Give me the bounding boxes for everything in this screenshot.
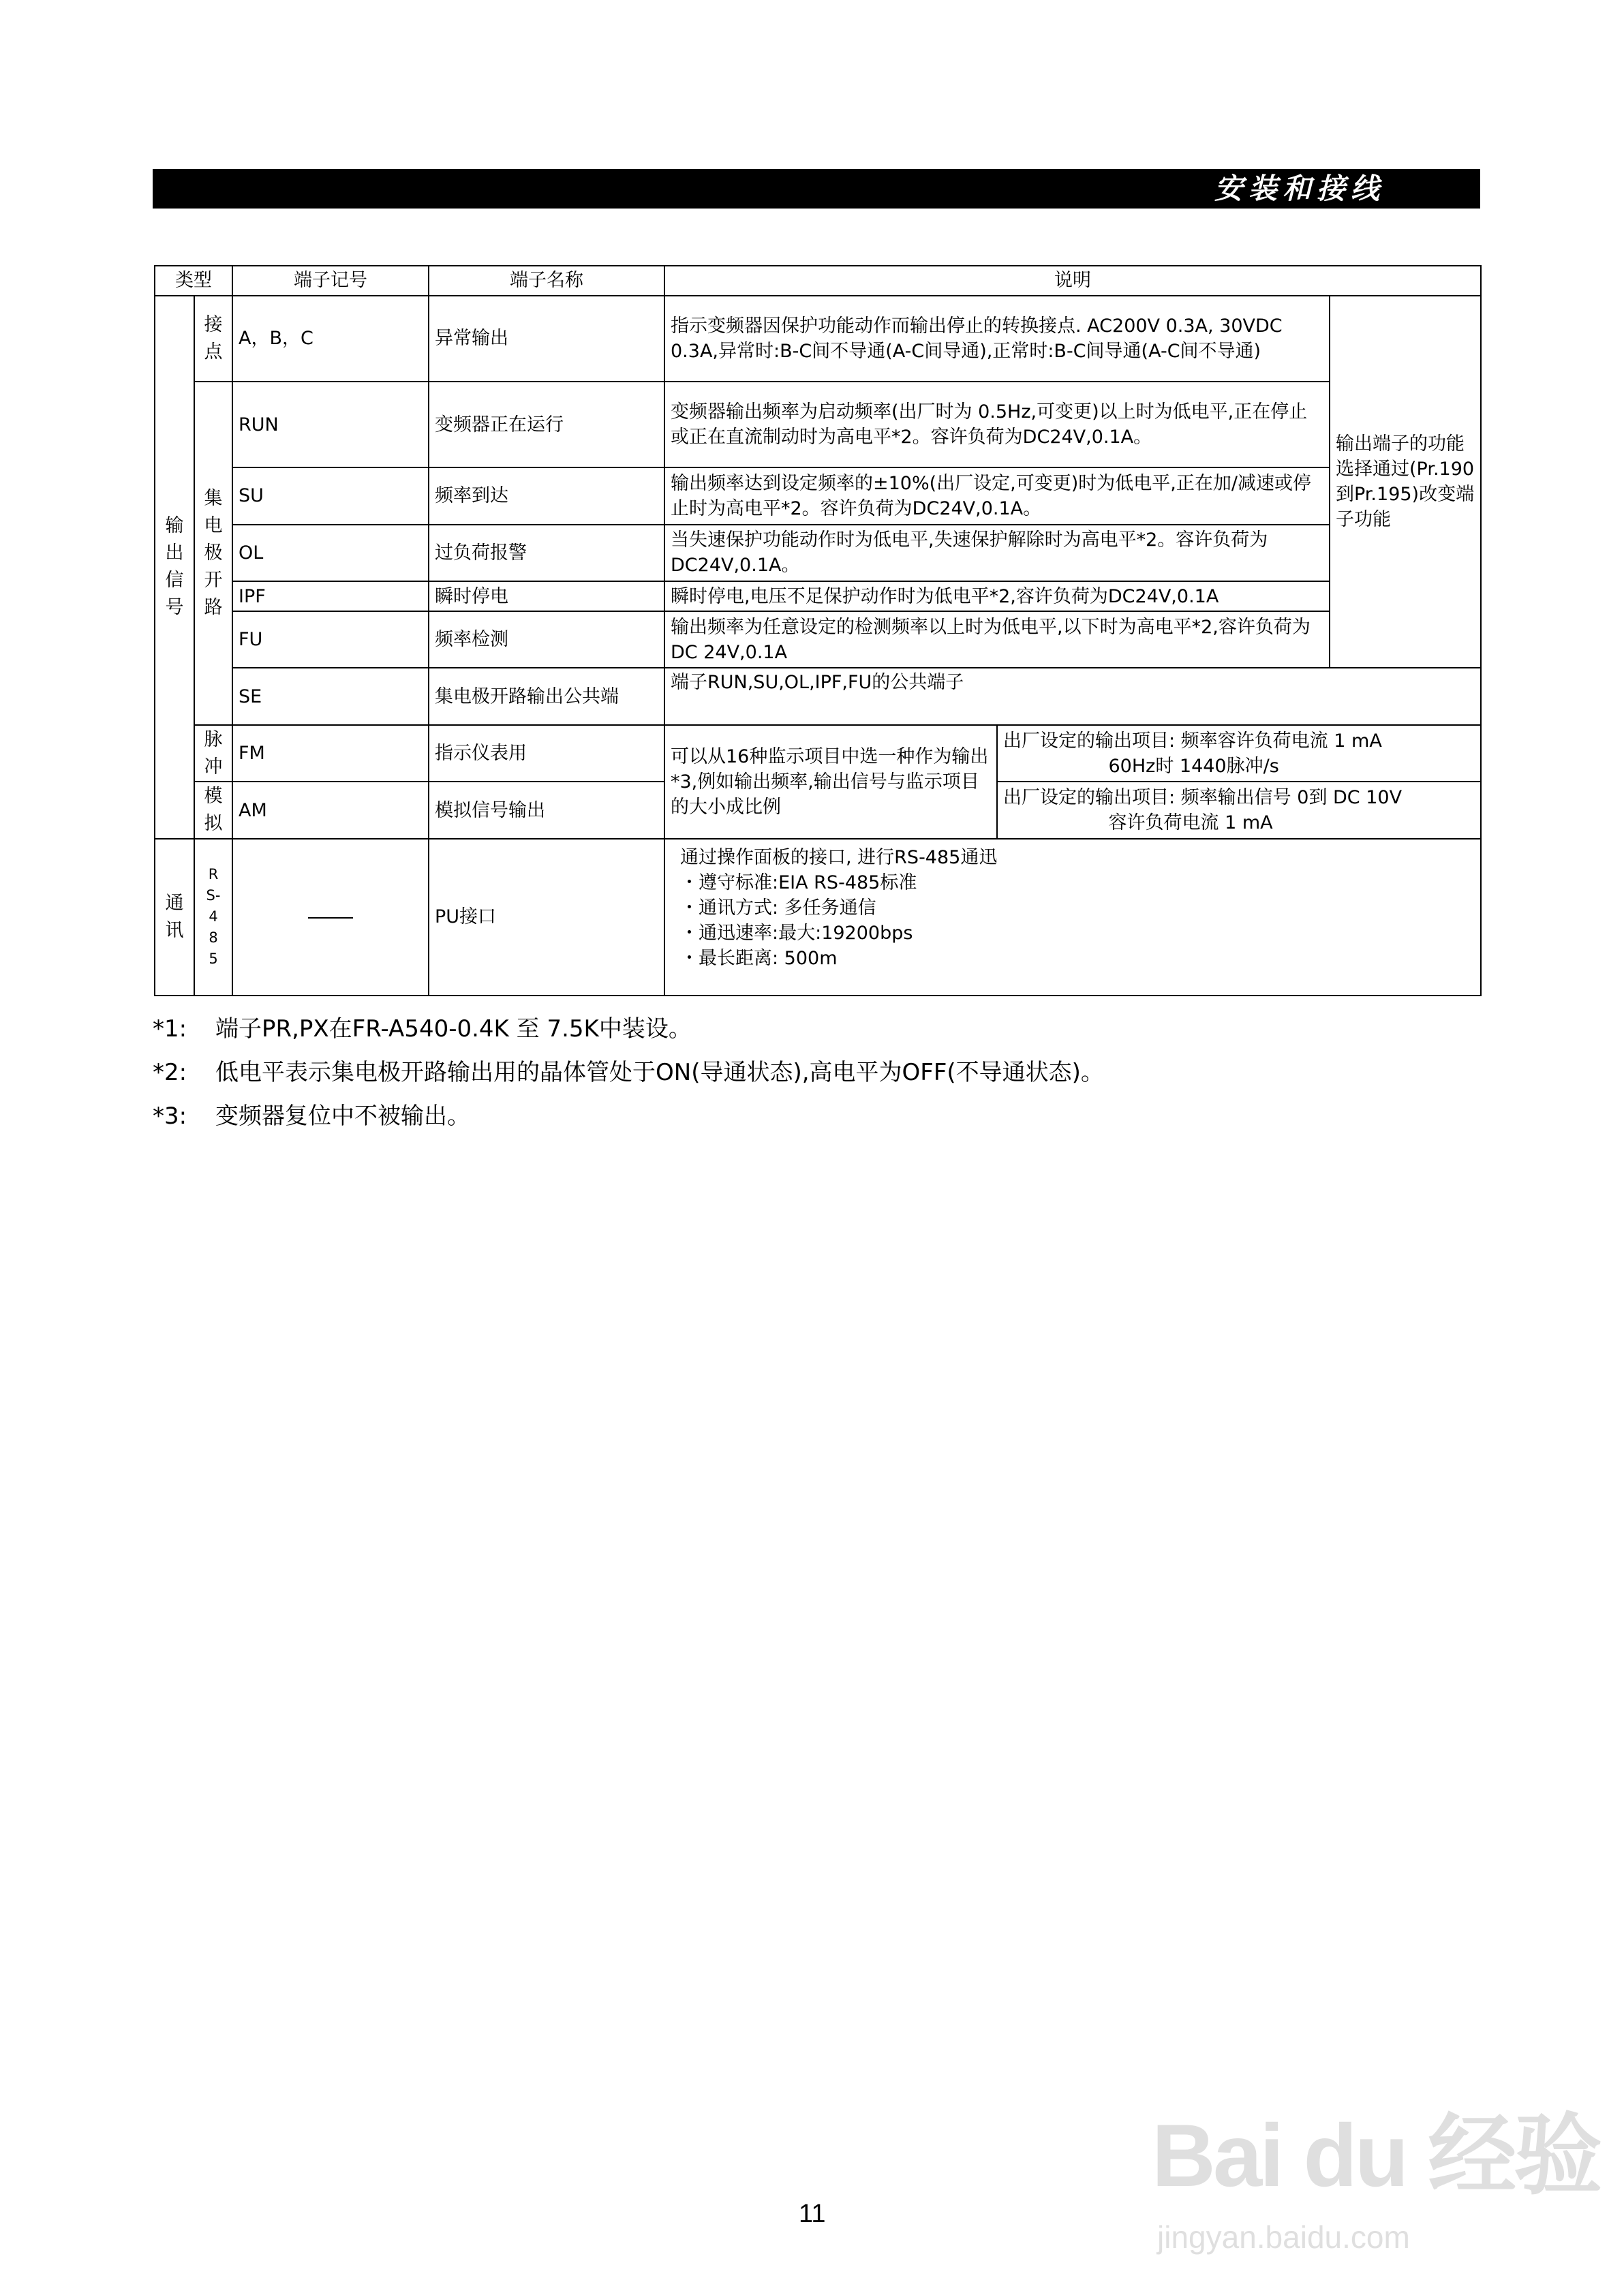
table-row [155, 839, 1481, 996]
subgroup-open-collector: 集电极开路 [194, 382, 232, 725]
terminal-description: 输出频率达到设定频率的±10%(出厂设定,可变更)时为低电平,正在加/减速或停止时为高电平*2。容许负荷为DC24V,0.1A。 [664, 467, 1330, 524]
group-output-signal: 输出信号 [155, 296, 194, 839]
terminal-name: 模拟信号输出 [429, 782, 664, 838]
terminal-name: 频率到达 [429, 467, 664, 524]
table-row [155, 467, 1481, 524]
table-row [155, 725, 1481, 782]
function-select-note: 输出端子的功能选择通过(Pr.190到Pr.195)改变端子功能 [1330, 296, 1481, 668]
terminal-name: 瞬时停电 [429, 581, 664, 611]
footnotes [153, 1007, 1104, 1138]
table-header-row [155, 266, 1481, 296]
terminal-output-item: 出厂设定的输出项目: 频率容许负荷电流 1 mA 60Hz时 1440脉冲/s [997, 725, 1481, 782]
terminal-name: 异常输出 [429, 296, 664, 382]
terminal-symbol: OL [232, 525, 429, 581]
terminal-symbol: A，B，C [232, 296, 429, 382]
header-type: 类型 [155, 266, 232, 296]
header-name: 端子名称 [429, 266, 664, 296]
terminal-name: 频率检测 [429, 611, 664, 668]
subgroup-contact: 接点 [194, 296, 232, 382]
terminal-description: 端子RUN,SU,OL,IPF,FU的公共端子 [664, 668, 1481, 724]
table-row [155, 581, 1481, 611]
subgroup-pulse: 脉冲 [194, 725, 232, 782]
footnote: *1: 端子PR,PX在FR-A540-0.4K 至 7.5K中装设。 [153, 1015, 692, 1043]
terminal-spec-table [154, 265, 1482, 996]
terminal-description: 指示变频器因保护功能动作而输出停止的转换接点. AC200V 0.3A, 30VDC 0.3A,异常时:B-C间不导通(A-C间导通),正常时:B-C间导通(A-C间不导通) [664, 296, 1330, 382]
terminal-symbol: FM [232, 725, 429, 782]
terminal-name: 变频器正在运行 [429, 382, 664, 467]
footnote: *3: 变频器复位中不被输出。 [153, 1103, 470, 1130]
terminal-symbol: FU [232, 611, 429, 668]
terminal-description: 通过操作面板的接口, 进行RS-485通迅 ・遵守标准:EIA RS-485标准 ・通讯方式: 多任务通信 ・通迅速率:最大:19200bps ・最长距离: 500m [664, 839, 1481, 996]
group-communication: 通讯 [155, 839, 194, 996]
table-row [155, 296, 1481, 382]
terminal-description: 变频器输出频率为启动频率(出厂时为 0.5Hz,可变更)以上时为低电平,正在停止或正在直流制动时为高电平*2。容许负荷为DC24V,0.1A。 [664, 382, 1330, 467]
terminal-symbol: RUN [232, 382, 429, 467]
header-description: 说明 [664, 266, 1481, 296]
table-row [155, 525, 1481, 581]
header-bar [153, 169, 1480, 209]
terminal-description: 输出频率为任意设定的检测频率以上时为低电平,以下时为高电平*2,容许负荷为DC 24V,0.1A [664, 611, 1330, 668]
terminal-symbol: SE [232, 668, 429, 724]
fm-am-shared-description: 可以从16种监示项目中选一种作为输出*3,例如输出频率,输出信号与监示项目的大小成比例 [664, 725, 997, 839]
page-number: 11 [799, 2200, 826, 2228]
terminal-output-item: 出厂设定的输出项目: 频率输出信号 0到 DC 10V 容许负荷电流 1 mA [997, 782, 1481, 838]
footnote: *2: 低电平表示集电极开路输出用的晶体管处于ON(导通状态),高电平为OFF(不导通状态)。 [153, 1059, 1104, 1086]
terminal-name: 集电极开路输出公共端 [429, 668, 664, 724]
terminal-symbol: IPF [232, 581, 429, 611]
baidu-watermark [1152, 2099, 1600, 2269]
subgroup-rs485: RS-485 [194, 839, 232, 996]
terminal-symbol: AM [232, 782, 429, 838]
terminal-name: 过负荷报警 [429, 525, 664, 581]
table-row [155, 668, 1481, 724]
terminal-symbol: SU [232, 467, 429, 524]
watermark-logo: Bai du 经验 [1152, 2106, 1600, 2205]
terminal-description: 当失速保护功能动作时为低电平,失速保护解除时为高电平*2。容许负荷为DC24V,0.1A。 [664, 525, 1330, 581]
terminal-symbol-empty [232, 839, 429, 996]
subgroup-analog: 模拟 [194, 782, 232, 838]
terminal-name: PU接口 [429, 839, 664, 996]
table-row [155, 611, 1481, 668]
terminal-name: 指示仪表用 [429, 725, 664, 782]
dash-line [308, 917, 353, 919]
section-title: 安装和接线 [1214, 172, 1385, 205]
terminal-description: 瞬时停电,电压不足保护动作时为低电平*2,容许负荷为DC24V,0.1A [664, 581, 1330, 611]
header-symbol: 端子记号 [232, 266, 429, 296]
watermark-url: jingyan.baidu.com [1157, 2219, 1410, 2255]
table-row [155, 382, 1481, 467]
